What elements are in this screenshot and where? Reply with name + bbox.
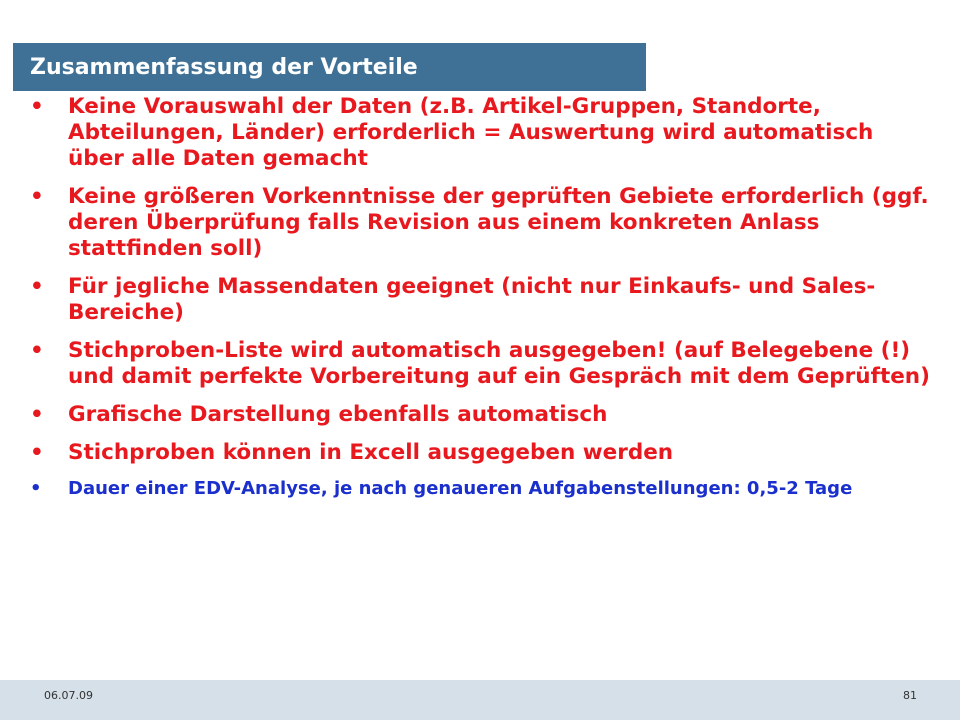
bullet-item — [30, 478, 930, 500]
bullet-text: Dauer einer EDV-Analyse, je nach genaueren Aufgabenstellungen: 0,5-2 Tage — [68, 478, 853, 499]
bullet-text: Keine größeren Vorkenntnisse der geprüften Gebiete erforderlich (ggf. deren Überprüfung falls Revision aus einem konkreten Anlass stattfinden soll) — [68, 184, 929, 261]
bullet-dot: • — [30, 440, 44, 465]
slide-title: Zusammenfassung der Vorteile — [30, 55, 418, 80]
bullet-dot: • — [30, 402, 44, 427]
bullet-dot: • — [30, 274, 44, 299]
bullet-text: Grafische Darstellung ebenfalls automatisch — [68, 402, 608, 427]
bullet-dot: • — [30, 184, 44, 209]
page-number: 81 — [903, 689, 917, 702]
bullet-text: Für jegliche Massendaten geeignet (nicht nur Einkaufs- und Sales-Bereiche) — [68, 274, 876, 325]
bullet-text: Keine Vorauswahl der Daten (z.B. Artikel-Gruppen, Standorte, Abteilungen, Länder) erforderlich = Auswertung wird automatisch über alle Daten gemacht — [68, 94, 874, 171]
bullet-item — [30, 402, 930, 428]
bullet-item — [30, 184, 930, 262]
bullet-text: Stichproben können in Excell ausgegeben werden — [68, 440, 674, 465]
bullet-item — [30, 440, 930, 466]
bullet-list — [30, 94, 930, 500]
footer-bar — [0, 680, 960, 720]
bullet-item — [30, 338, 930, 390]
footer-date: 06.07.09 — [44, 689, 93, 702]
bullet-text: Stichproben-Liste wird automatisch ausgegeben! (auf Belegebene (!) und damit perfekte Vorbereitung auf ein Gespräch mit dem Geprüften) — [68, 338, 930, 389]
bullet-dot: • — [30, 94, 44, 119]
bullet-item — [30, 274, 930, 326]
bullet-dot: • — [30, 338, 44, 363]
bullet-item — [30, 94, 930, 172]
title-bar — [13, 43, 646, 91]
bullet-dot: • — [30, 478, 42, 499]
